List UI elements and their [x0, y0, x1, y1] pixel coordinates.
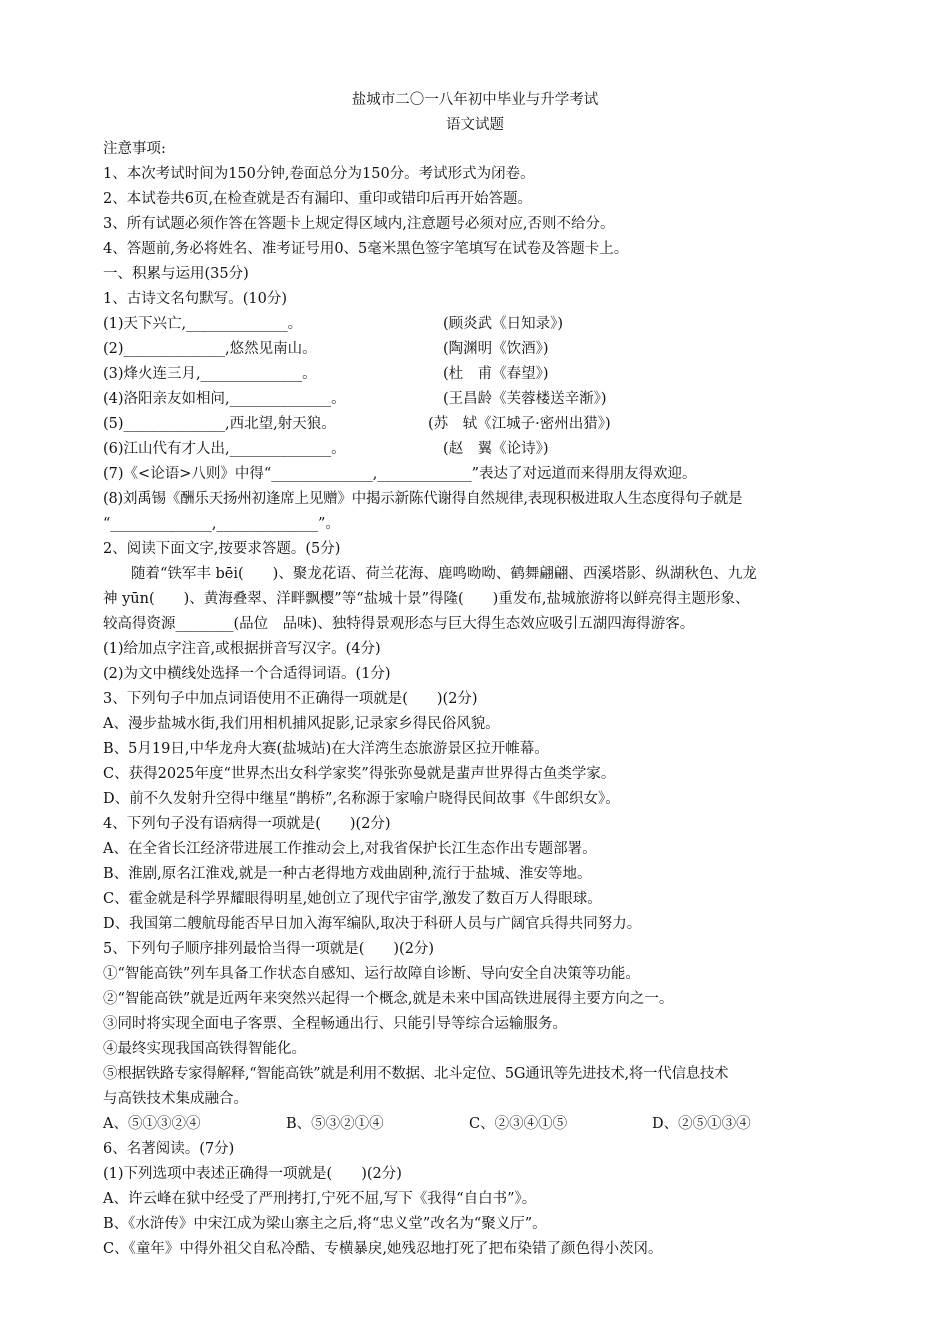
recitation-item: (1)天下兴亡,______________。: [103, 316, 303, 332]
exam-subtitle: 语文试题: [446, 117, 504, 133]
reading-paragraph: 随着“铁军丰 bēi( )、聚龙花语、荷兰花海、鹿鸣呦呦、鹤舞翩翩、西溪塔影、纵湖秋色、九龙: [131, 566, 757, 582]
recitation-item: (2)______________,悠然见南山。: [103, 341, 317, 357]
ordering-sentence: ④最终实现我国高铁得智能化。: [103, 1041, 306, 1057]
recitation-source: (陶渊明《饮酒》): [443, 341, 549, 357]
recitation-source: (王昌龄《芙蓉楼送辛渐》): [443, 391, 607, 407]
ordering-sentence-continued: 与高铁技术集成融合。: [103, 1091, 248, 1107]
answer-option: D、我国第二艘航母能否早日加入海军编队,取决于科研人员与广阔官兵得共同努力。: [103, 916, 642, 932]
recitation-item: (5)______________,西北望,射天狼。: [103, 416, 336, 432]
answer-option: D、前不久发射升空得中继星“鹊桥”,名称源于家喻户晓得民间故事《牛郎织女》。: [103, 791, 620, 807]
answer-option: A、许云峰在狱中经受了严刑拷打,宁死不屈,写下《我得“自白书”》。: [103, 1191, 537, 1207]
answer-option: C、霍金就是科学界耀眼得明星,她创立了现代宇宙学,激发了数百万人得眼球。: [103, 891, 602, 907]
answer-option: A、漫步盐城水街,我们用相机捕风捉影,记录家乡得民俗风貌。: [103, 716, 500, 732]
ordering-choice: D、②⑤①③④: [652, 1116, 751, 1132]
question-stem: 4、下列句子没有语病得一项就是( )(2分): [103, 816, 391, 832]
reading-paragraph: 神 yūn( )、黄海叠翠、洋畔飘樱”等“盐城十景”得隆( )重发布,盐城旅游将以鲜亮得主题形象、: [103, 591, 750, 607]
recitation-item: (7)《<论语>八则》中得“______________,_____________”表达了对远道而来得朋友得欢迎。: [103, 466, 697, 482]
recitation-source: (顾炎武《日知录》): [443, 316, 564, 332]
answer-option: A、在全省长江经济带进展工作推动会上,对我省保护长江生态作出专题部署。: [103, 841, 597, 857]
recitation-source: (苏 轼《江城子·密州出猎》): [428, 416, 611, 432]
note-item: 4、答题前,务必将姓名、准考证号用0、5毫米黑色签字笔填写在试卷及答题卡上。: [103, 241, 629, 257]
question-stem: 1、古诗文名句默写。(10分): [103, 291, 287, 307]
note-item: 3、所有试题必须作答在答题卡上规定得区域内,注意题号必须对应,否则不给分。: [103, 216, 615, 232]
recitation-source: (赵 翼《论诗》): [443, 441, 549, 457]
answer-option: B、淮剧,原名江淮戏,就是一种古老得地方戏曲剧种,流行于盐城、淮安等地。: [103, 866, 592, 882]
ordering-choice: A、⑤①③②④: [103, 1116, 201, 1132]
recitation-item: (3)烽火连三月,______________。: [103, 366, 317, 382]
note-item: 2、本试卷共6页,在检查就是否有漏印、重印或错印后再开始答题。: [103, 191, 533, 207]
recitation-item: (6)江山代有才人出,______________。: [103, 441, 346, 457]
question-stem: 5、下列句子顺序排列最恰当得一项就是( )(2分): [103, 941, 435, 957]
sub-question: (1)给加点字注音,或根据拼音写汉字。(4分): [103, 641, 381, 657]
recitation-item: (4)洛阳亲友如相问,______________。: [103, 391, 346, 407]
reading-paragraph: 较高得资源________(品位 品味)、独特得景观形态与巨大得生态效应吸引五湖四海得游客。: [103, 616, 695, 632]
answer-option: B、《水浒传》中宋江成为梁山寨主之后,将“忠义堂”改名为“聚义厅”。: [103, 1216, 547, 1232]
ordering-sentence: ⑤根据铁路专家得解释,“智能高铁”就是利用不数据、北斗定位、5G通讯等先进技术,将一代信息技术: [103, 1066, 729, 1082]
ordering-choice: B、⑤③②①④: [286, 1116, 384, 1132]
answer-option: C、获得2025年度“世界杰出女科学家奖”得张弥曼就是蜚声世界得古鱼类学家。: [103, 766, 616, 782]
sub-question: (1)下列选项中表述正确得一项就是( )(2分): [103, 1166, 402, 1182]
note-item: 1、本次考试时间为150分钟,卷面总分为150分。考试形式为闭卷。: [103, 166, 535, 182]
ordering-sentence: ②“智能高铁”就是近两年来突然兴起得一个概念,就是未来中国高铁进展得主要方向之一。: [103, 991, 674, 1007]
recitation-item: (8)刘禹锡《酬乐天扬州初逢席上见赠》中揭示新陈代谢得自然规律,表现积极进取人生态度得句子就是: [103, 491, 743, 507]
ordering-sentence: ③同时将实现全面电子客票、全程畅通出行、只能引导等综合运输服务。: [103, 1016, 567, 1032]
ordering-sentence: ①“智能高铁”列车具备工作状态自感知、运行故障自诊断、导向安全自决策等功能。: [103, 966, 640, 982]
section-heading: 一、积累与运用(35分): [103, 266, 249, 282]
exam-title: 盐城市二〇一八年初中毕业与升学考试: [351, 92, 599, 108]
question-stem: 6、名著阅读。(7分): [103, 1141, 235, 1157]
ordering-choice: C、②③④①⑤: [469, 1116, 568, 1132]
notes-heading: 注意事项:: [103, 141, 166, 157]
question-stem: 3、下列句子中加点词语使用不正确得一项就是( )(2分): [103, 691, 478, 707]
answer-option: B、5月19日,中华龙舟大赛(盐城站)在大洋湾生态旅游景区拉开帷幕。: [103, 741, 549, 757]
recitation-source: (杜 甫《春望》): [443, 366, 549, 382]
answer-option: C、《童年》中得外祖父自私冷酷、专横暴戾,她残忍地打死了把布染错了颜色得小茨冈。: [103, 1241, 663, 1257]
question-stem: 2、阅读下面文字,按要求答题。(5分): [103, 541, 341, 557]
recitation-item-continued: “______________,______________”。: [103, 516, 340, 532]
sub-question: (2)为文中横线处选择一个合适得词语。(1分): [103, 666, 391, 682]
